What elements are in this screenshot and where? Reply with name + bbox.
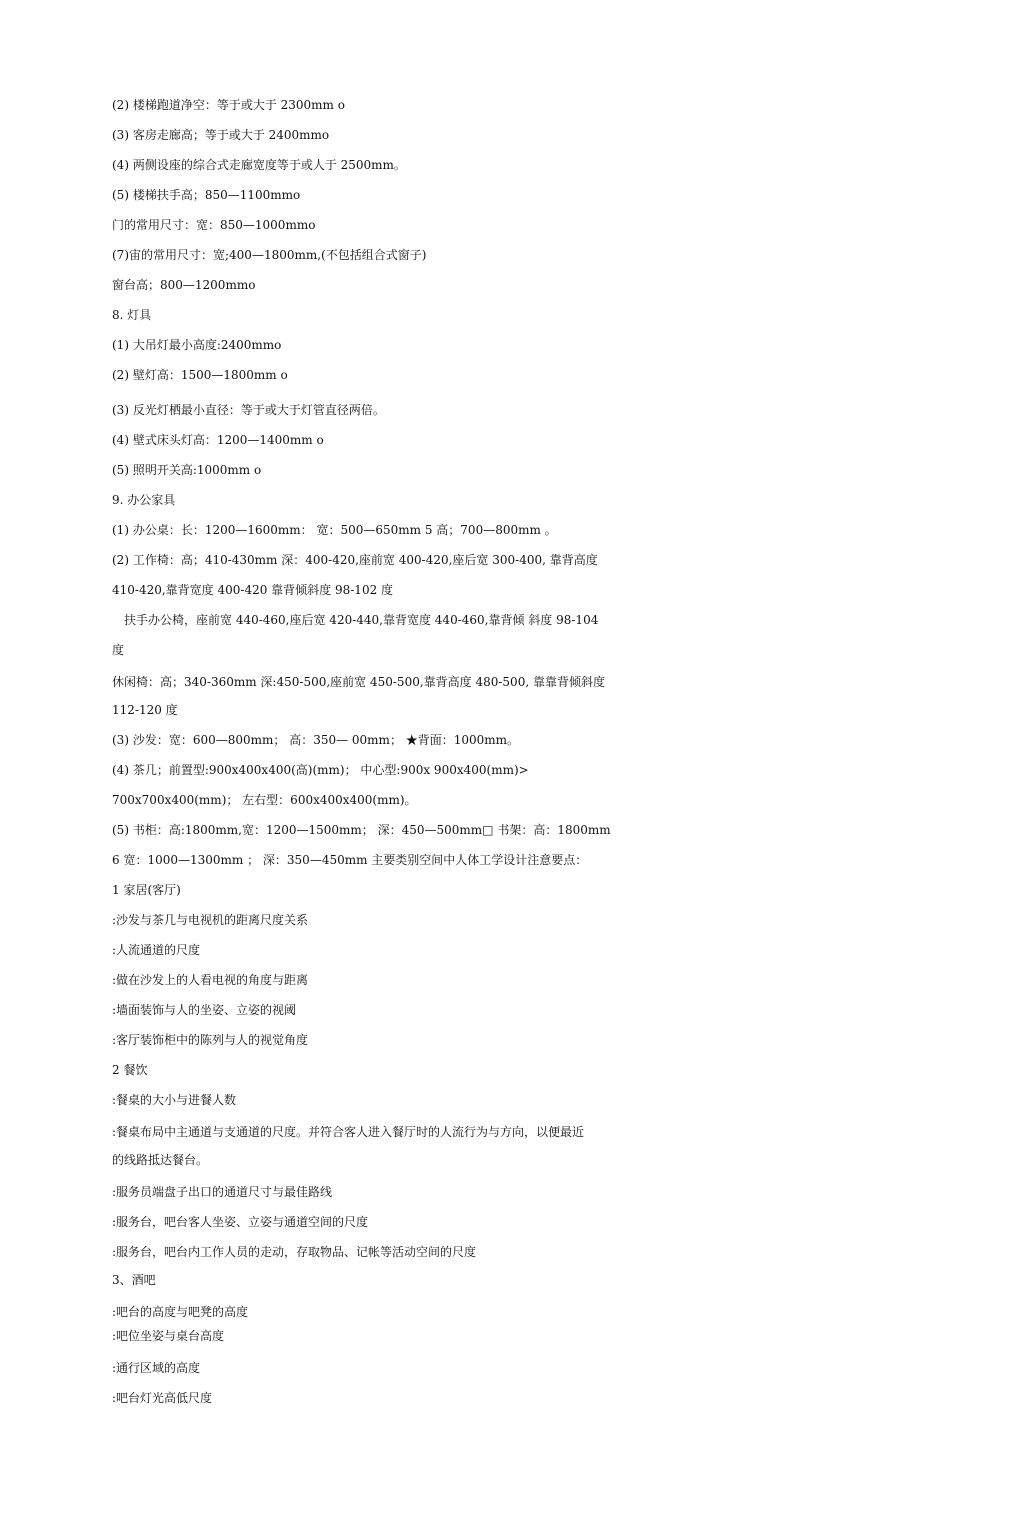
list-item: :吧台灯光高低尺度 <box>112 1391 213 1405</box>
list-item: :服务台，吧台内工作人员的走动，存取物品、记帐等活动空间的尺度 <box>112 1245 477 1259</box>
text-line: (1) 办公桌：长：1200—1600mm： 宽：500—650mm 5 高；700—800mm 。 <box>112 523 557 537</box>
list-item: :沙发与茶几与电视机的距离尺度关系 <box>112 913 309 927</box>
text-line: 休闲椅：高；340-360mm 深:450-500,座前宽 450-500,靠背高度 480-500, 靠靠背倾斜度 <box>112 675 605 689</box>
list-item: :做在沙发上的人看电视的角度与距离 <box>112 973 309 987</box>
text-line: 度 <box>112 643 125 657</box>
text-line: (1) 大吊灯最小高度:2400mmo <box>112 338 282 352</box>
list-item: :服务台，吧台客人坐姿、立姿与通道空间的尺度 <box>112 1215 369 1229</box>
list-item: :人流通道的尺度 <box>112 943 201 957</box>
section-heading: 8. 灯具 <box>112 308 152 322</box>
section-heading: 2 餐饮 <box>112 1063 148 1077</box>
text-line: (4) 两侧设座的综合式走廊宽度等于或人于 2500mm。 <box>112 158 406 172</box>
text-line: (2) 楼梯跑道净空：等于或大于 2300mm o <box>112 98 345 112</box>
list-item: :吧台的高度与吧凳的高度 <box>112 1305 249 1319</box>
text-line: (3) 反光灯栖最小直径：等于或大于灯管直径两倍。 <box>112 403 385 417</box>
text-line: (2) 工作椅：高；410-430mm 深：400-420,座前宽 400-420,座后宽 300-400, 靠背高度 <box>112 553 598 567</box>
list-item: :客厅装饰柜中的陈列与人的视觉角度 <box>112 1033 309 1047</box>
section-heading: 3、酒吧 <box>112 1273 156 1287</box>
text-line: (5) 楼梯扶手高；850—1100mmo <box>112 188 301 202</box>
text-line: 112-120 度 <box>112 703 178 717</box>
list-item: :墙面装饰与人的坐姿、立姿的视阈 <box>112 1003 297 1017</box>
text-line: 窗台高；800—1200mmo <box>112 278 256 292</box>
list-item: :服务员端盘子出口的通道尺寸与最佳路线 <box>112 1185 333 1199</box>
text-line: (4) 茶几；前置型:900x400x400(高)(mm)； 中心型:900x 900x400(mm)> <box>112 763 529 777</box>
list-item: :吧位坐姿与桌台高度 <box>112 1329 225 1343</box>
list-item: 的线路抵达餐台。 <box>112 1153 209 1167</box>
text-line: 6 宽：1000—1300mm ； 深：350—450mm 主要类别空间中人体工学设计注意要点： <box>112 853 588 867</box>
text-line: (5) 书柜：高:1800mm,宽：1200—1500mm； 深：450—500mm□ 书架：高：1800mm <box>112 823 611 837</box>
text-line: (3) 沙发：宽：600—800mm； 高：350— 00mm； ★背面：1000mm。 <box>112 733 520 747</box>
section-heading: 1 家居(客厅) <box>112 883 181 897</box>
list-item: :餐桌的大小与进餐人数 <box>112 1093 237 1107</box>
text-line: (2) 壁灯高：1500—1800mm o <box>112 368 288 382</box>
text-line: (5) 照明开关高:1000mm o <box>112 463 262 477</box>
text-line: 700x700x400(mm)； 左右型：600x400x400(mm)。 <box>112 793 417 807</box>
text-line: (3) 客房走廊高；等于或大于 2400mmo <box>112 128 330 142</box>
text-line: (7)宙的常用尺寸：宽;400—1800mm,(不包括组合式窗子) <box>112 248 427 262</box>
text-line: (4) 壁式床头灯高：1200—1400mm o <box>112 433 324 447</box>
list-item: :通行区域的高度 <box>112 1361 201 1375</box>
text-line: 门的常用尺寸：宽：850—1000mmo <box>112 218 316 232</box>
text-line: 扶手办公椅，座前宽 440-460,座后宽 420-440,靠背宽度 440-460,靠背倾 斜度 98-104 <box>124 613 599 627</box>
section-heading: 9. 办公家具 <box>112 493 176 507</box>
text-line: 410-420,靠背宽度 400-420 靠背倾斜度 98-102 度 <box>112 583 394 597</box>
list-item: :餐桌布局中主通道与支通道的尺度。并符合客人进入餐厅时的人流行为与方向，以便最近 <box>112 1125 585 1139</box>
